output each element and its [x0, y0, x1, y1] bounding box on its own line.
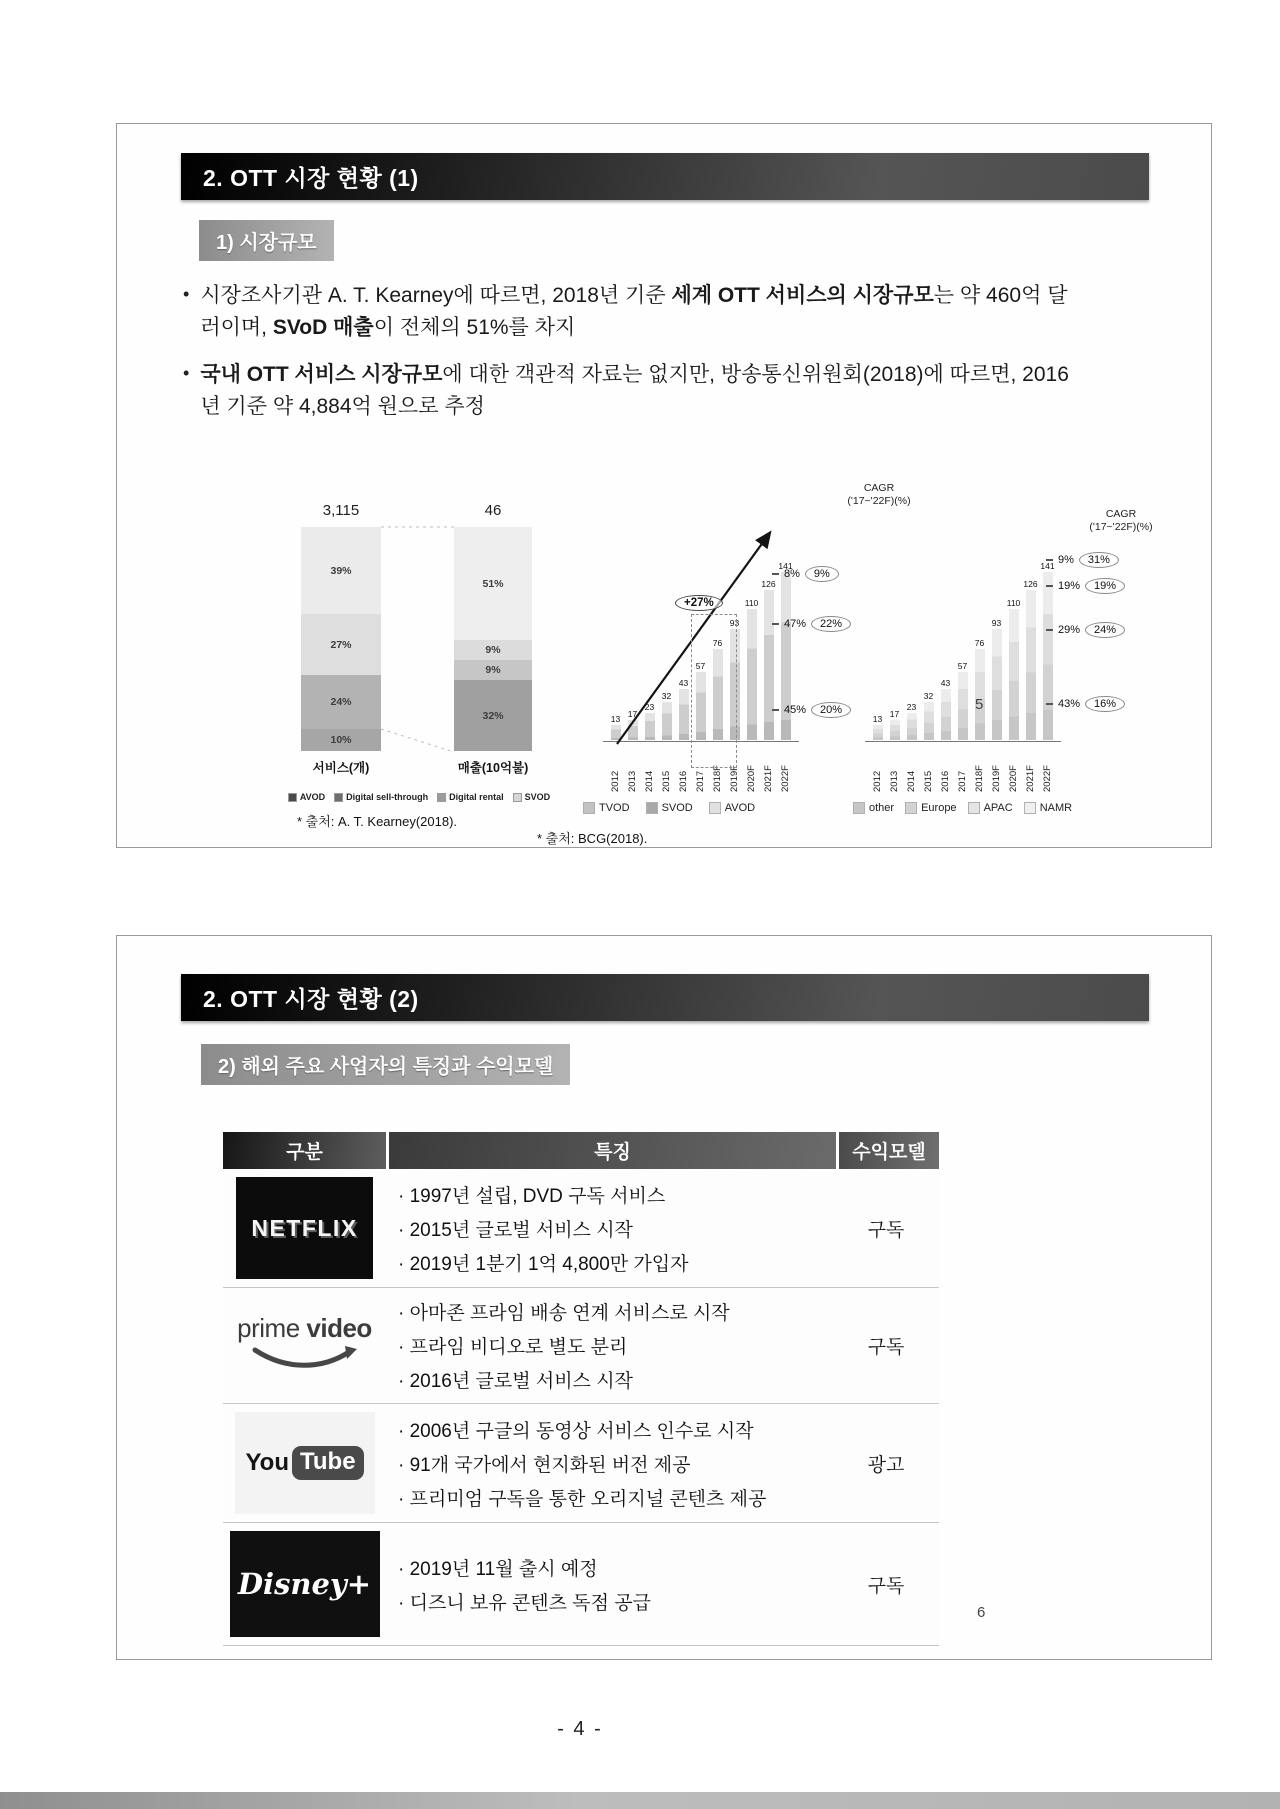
bar: [924, 702, 934, 740]
slide-1: [116, 123, 1212, 848]
x-tick-label: 2022F: [780, 765, 791, 792]
slide-1-title: 2. OTT 시장 현황 (1): [203, 165, 419, 191]
bar: [941, 689, 951, 740]
amazon-smile-icon: [245, 1344, 365, 1374]
feature-line: · 2019년 1분기 1억 4,800만 가입자: [398, 1253, 689, 1275]
leader-tick: [1046, 703, 1053, 705]
stacked-bar-total: 3,115: [322, 502, 360, 519]
feature-line: · 아마존 프라임 배송 연계 서비스로 시작: [398, 1303, 730, 1324]
stacked-bar-segment: [301, 675, 381, 729]
bar-columns: [869, 552, 1056, 740]
youtube-tube-wordmark: Tube: [292, 1446, 364, 1480]
slide-2-section-label: 2) 해외 주요 사업자의 특징과 수익모델: [201, 1044, 570, 1085]
bar-column: [903, 702, 920, 740]
cagr-annotation-row: [1046, 696, 1125, 712]
stacked-bar: [301, 527, 381, 751]
x-tick-label: 2012: [610, 770, 621, 792]
revenue-model-cell: 구독: [867, 1337, 905, 1358]
bar-value-label: 32: [661, 691, 672, 701]
bar-value-label: 43: [678, 678, 689, 688]
table-header-cell: 특징: [389, 1132, 836, 1169]
slide-1-section-label: 1) 시장규모: [199, 220, 334, 261]
feature-line: · 2016년 글로벌 서비스 시작: [398, 1371, 633, 1392]
segment-share-value: 47%: [784, 618, 807, 630]
bar: [873, 725, 883, 740]
prime-wordmark: prime: [237, 1312, 307, 1343]
bar-column: [1022, 579, 1039, 740]
brand-cell: [223, 1404, 386, 1522]
legend-label: NAMR: [1039, 802, 1073, 814]
x-tick-label: 2020F: [1008, 765, 1019, 792]
bar-column: [988, 618, 1005, 740]
legend-marker: [853, 802, 865, 814]
bar-value-label: 93: [729, 618, 740, 628]
x-tick-label: 2019F: [991, 765, 1002, 792]
x-tick-label: 2018F: [712, 765, 723, 792]
legend-label: APAC: [983, 802, 1013, 814]
legend-item: [288, 792, 325, 802]
brand-cell: [223, 1523, 386, 1645]
legend-label: other: [869, 802, 895, 814]
prime-video-logo: [230, 1313, 380, 1379]
legend-item: [853, 802, 894, 814]
legend-marker: [334, 793, 343, 802]
x-tick-label: 2016: [940, 770, 951, 792]
feature-line: · 프리미엄 구독을 통한 오리지널 콘텐츠 제공: [398, 1488, 767, 1510]
cagr-value: 16%: [1085, 696, 1125, 712]
bar-value-label: 76: [712, 638, 723, 648]
x-tick-label: 2017: [695, 770, 706, 792]
feature-line: · 2006년 구글의 동영상 서비스 인수로 시작: [398, 1420, 754, 1442]
segment-value-label: 27%: [330, 638, 352, 651]
stacked-bar-segment: [301, 614, 381, 674]
bar-column: [886, 709, 903, 740]
youtube-logo: [235, 1412, 375, 1514]
legend-label: Digital rental: [449, 792, 504, 802]
x-tick-label: 2012: [872, 770, 883, 792]
legend-label: Europe: [921, 802, 957, 814]
bullet-text: [200, 359, 1080, 422]
cagr-value: 19%: [1085, 578, 1125, 594]
cagr-title: CAGR: [1105, 508, 1137, 520]
x-axis-labels: [869, 744, 1056, 792]
bar-column: [937, 678, 954, 740]
cagr-annotation-row: [1046, 552, 1119, 568]
legend-label: Digital sell-through: [346, 792, 429, 802]
netflix-logo: [236, 1177, 373, 1279]
chart-source: * 출처: A. T. Kearney(2018).: [297, 814, 458, 829]
features-cell: [386, 1406, 836, 1521]
table-row: [223, 1169, 939, 1288]
slide-2-title-bar: [181, 974, 1149, 1021]
stacked-bar-total: 46: [484, 502, 502, 519]
bar-column: [869, 714, 886, 740]
x-tick-label: 2013: [627, 770, 638, 792]
bar-value-label: 141: [778, 561, 793, 571]
bar: [1009, 609, 1019, 740]
segment-share-value: 29%: [1058, 624, 1081, 636]
x-tick-label: 2017: [957, 770, 968, 792]
cagr-value: 24%: [1085, 622, 1125, 638]
x-axis-line: [865, 741, 1061, 742]
chart-ott-by-region: [849, 456, 1197, 848]
cagr-value: 22%: [811, 616, 851, 632]
segment-share-value: 19%: [1058, 580, 1081, 592]
bar-value-label: 110: [744, 598, 759, 608]
bar: [907, 713, 917, 740]
features-cell: [386, 1288, 836, 1403]
cagr-value: 20%: [811, 702, 851, 718]
feature-line: · 2019년 11월 출시 예정: [398, 1558, 598, 1580]
slide-1-bullets: [183, 280, 1103, 438]
segment-value-label: 9%: [485, 644, 501, 657]
bullet-item: [183, 359, 1103, 422]
x-tick-label: 2020F: [746, 765, 757, 792]
bar-value-label: 76: [974, 638, 985, 648]
disney-plus-logo: [230, 1531, 380, 1637]
segment-value-label: 9%: [485, 664, 501, 677]
slide-2-page-number: 6: [977, 1604, 986, 1621]
chart-legend: [853, 802, 1072, 814]
bar-value-label: 141: [1040, 561, 1055, 571]
bar: [992, 629, 1002, 740]
x-tick-label: 2021F: [763, 765, 774, 792]
scan-edge-artifact: [0, 1792, 1280, 1809]
bar-value-label: 57: [957, 661, 968, 671]
document-page-number: - 4 -: [557, 1718, 603, 1740]
x-tick-label: 2014: [644, 770, 655, 792]
stacked-bar-segment: [301, 729, 381, 751]
bar-column: [971, 638, 988, 740]
bar-value-label: 110: [1006, 598, 1021, 608]
stacked-bar-category: 서비스(개): [312, 761, 370, 775]
bullet-text: [200, 280, 1080, 343]
segment-share-value: 43%: [1058, 698, 1081, 710]
bullet-marker: •: [183, 363, 190, 383]
segment-value-label: 10%: [330, 733, 352, 746]
legend-label: AVOD: [299, 792, 326, 802]
bar-value-label: 57: [695, 661, 706, 671]
bullet-item: [183, 280, 1103, 343]
bar-value-label: 32: [923, 691, 934, 701]
stacked-bar-segment: [301, 527, 381, 614]
legend-marker: [288, 793, 297, 802]
legend-label: AVOD: [724, 802, 756, 814]
bar-column: [1005, 598, 1022, 740]
legend-item: [905, 802, 956, 814]
stacked-bar-category: 매출(10억불): [457, 761, 529, 775]
segment-value-label: 24%: [330, 695, 352, 708]
cagr-annotation-row: [1046, 578, 1125, 594]
slide-2: [116, 935, 1212, 1660]
chart-source: * 출처: BCG(2018).: [537, 831, 648, 846]
legend-item: [968, 802, 1013, 814]
cagr-subtitle: ('17~'22F)(%): [1089, 521, 1153, 534]
segment-share-value: 9%: [1058, 554, 1074, 566]
bar: [1043, 572, 1053, 740]
feature-line: · 2015년 글로벌 서비스 시작: [398, 1219, 633, 1241]
bar-value-label: 23: [906, 702, 917, 712]
x-tick-label: 2015: [923, 770, 934, 792]
features-cell: [386, 1544, 836, 1625]
segment-share-value: 8%: [784, 568, 800, 580]
bar-value-label: 93: [991, 618, 1002, 628]
leader-tick: [1046, 629, 1053, 631]
revenue-model-cell: 구독: [867, 1575, 905, 1597]
leader-tick: [1046, 585, 1053, 587]
bar-value-label: 17: [627, 709, 638, 719]
text-run: 에 대한 객관적 자료는 없지만, 방송통신위원회(2018)에 따르면, 2016년 기준 약 4,884억 원으로 추정: [200, 363, 1069, 418]
bar: [890, 720, 900, 740]
table-row: [223, 1288, 939, 1404]
growth-annotation: +27%: [675, 595, 723, 611]
legend-marker: [1024, 802, 1036, 814]
legend-label: SVOD: [524, 792, 551, 802]
feature-line: · 프라임 비디오로 별도 분리: [398, 1337, 628, 1358]
table-header-cell: 구분: [223, 1132, 386, 1169]
legend-marker: [437, 793, 446, 802]
cagr-header: [1061, 508, 1181, 534]
cagr-value: 9%: [805, 566, 839, 582]
brand-cell: [223, 1169, 386, 1287]
legend-marker: [968, 802, 980, 814]
x-tick-label: 2016: [678, 770, 689, 792]
bar-value-label: 13: [872, 714, 883, 724]
revenue-model-cell: 구독: [867, 1219, 905, 1241]
bullet-marker: •: [183, 284, 190, 304]
revenue-model-cell: 광고: [867, 1454, 905, 1476]
video-wordmark: video: [306, 1312, 372, 1343]
text-run: 는 약 460억 달러이며,: [200, 284, 1068, 339]
x-tick-label: 2019F: [729, 765, 740, 792]
bar-value-label: 23: [644, 702, 655, 712]
cagr-subtitle: ('17~'22F)(%): [847, 495, 911, 508]
cagr-title: CAGR: [863, 482, 895, 494]
bar-value-label: 13: [610, 714, 621, 724]
segment-share-value: 45%: [784, 704, 807, 716]
table-row: [223, 1523, 939, 1646]
feature-line: · 91개 국가에서 현지화된 버전 제공: [398, 1454, 691, 1476]
x-tick-label: 2015: [661, 770, 672, 792]
slide-1-page-number: 5: [975, 696, 984, 713]
legend-label: SVOD: [661, 802, 693, 814]
x-tick-label: 2014: [906, 770, 917, 792]
text-run: 세계 OTT 서비스의 시장규모: [671, 284, 934, 307]
feature-line: · 1997년 설립, DVD 구독 서비스: [398, 1185, 666, 1207]
bar-column: [920, 691, 937, 740]
legend-item: [334, 792, 428, 802]
netflix-wordmark: NETFLIX: [251, 1214, 358, 1241]
youtube-you-wordmark: You: [245, 1449, 289, 1476]
segment-value-label: 32%: [482, 709, 504, 722]
cagr-annotation-row: [1046, 622, 1125, 638]
text-run: 시장조사기관 A. T. Kearney에 따르면, 2018년 기준: [200, 284, 672, 307]
slide-1-title-bar: [181, 153, 1149, 200]
cagr-value: 31%: [1079, 552, 1119, 568]
segment-value-label: 51%: [482, 577, 504, 590]
text-run: 국내 OTT 서비스 시장규모: [200, 363, 443, 386]
bar: [975, 649, 985, 740]
x-tick-label: 2022F: [1042, 765, 1053, 792]
legend-item: [1024, 802, 1072, 814]
x-tick-label: 2018F: [974, 765, 985, 792]
feature-line: · 디즈니 보유 콘텐츠 독점 공급: [398, 1592, 651, 1614]
text-run: SVoD 매출: [272, 315, 374, 339]
features-cell: [386, 1171, 836, 1286]
slide-2-title: 2. OTT 시장 현황 (2): [203, 986, 419, 1012]
legend-item: [437, 792, 504, 802]
bar-column: [954, 661, 971, 740]
leader-tick: [1046, 559, 1053, 561]
x-tick-label: 2021F: [1025, 765, 1036, 792]
table-header-cell: 수익모델: [839, 1132, 939, 1169]
table-header-row: [223, 1132, 939, 1169]
highlight-dashed-box: [691, 614, 740, 768]
table-row: [223, 1404, 939, 1523]
x-tick-label: 2013: [889, 770, 900, 792]
disney-plus-wordmark: Disney+: [237, 1567, 372, 1601]
bar-value-label: 17: [889, 709, 900, 719]
legend-label: TVOD: [599, 802, 630, 814]
bar-value-label: 126: [1023, 579, 1038, 589]
bar-value-label: 43: [940, 678, 951, 688]
brand-cell: [223, 1305, 386, 1387]
bar: [1026, 590, 1036, 740]
bar-value-label: 126: [761, 579, 776, 589]
ott-providers-table: [223, 1132, 939, 1646]
text-run: 이 전체의 51%를 차지: [373, 315, 576, 339]
bar: [958, 672, 968, 740]
legend-marker: [905, 802, 917, 814]
segment-value-label: 39%: [330, 564, 352, 577]
